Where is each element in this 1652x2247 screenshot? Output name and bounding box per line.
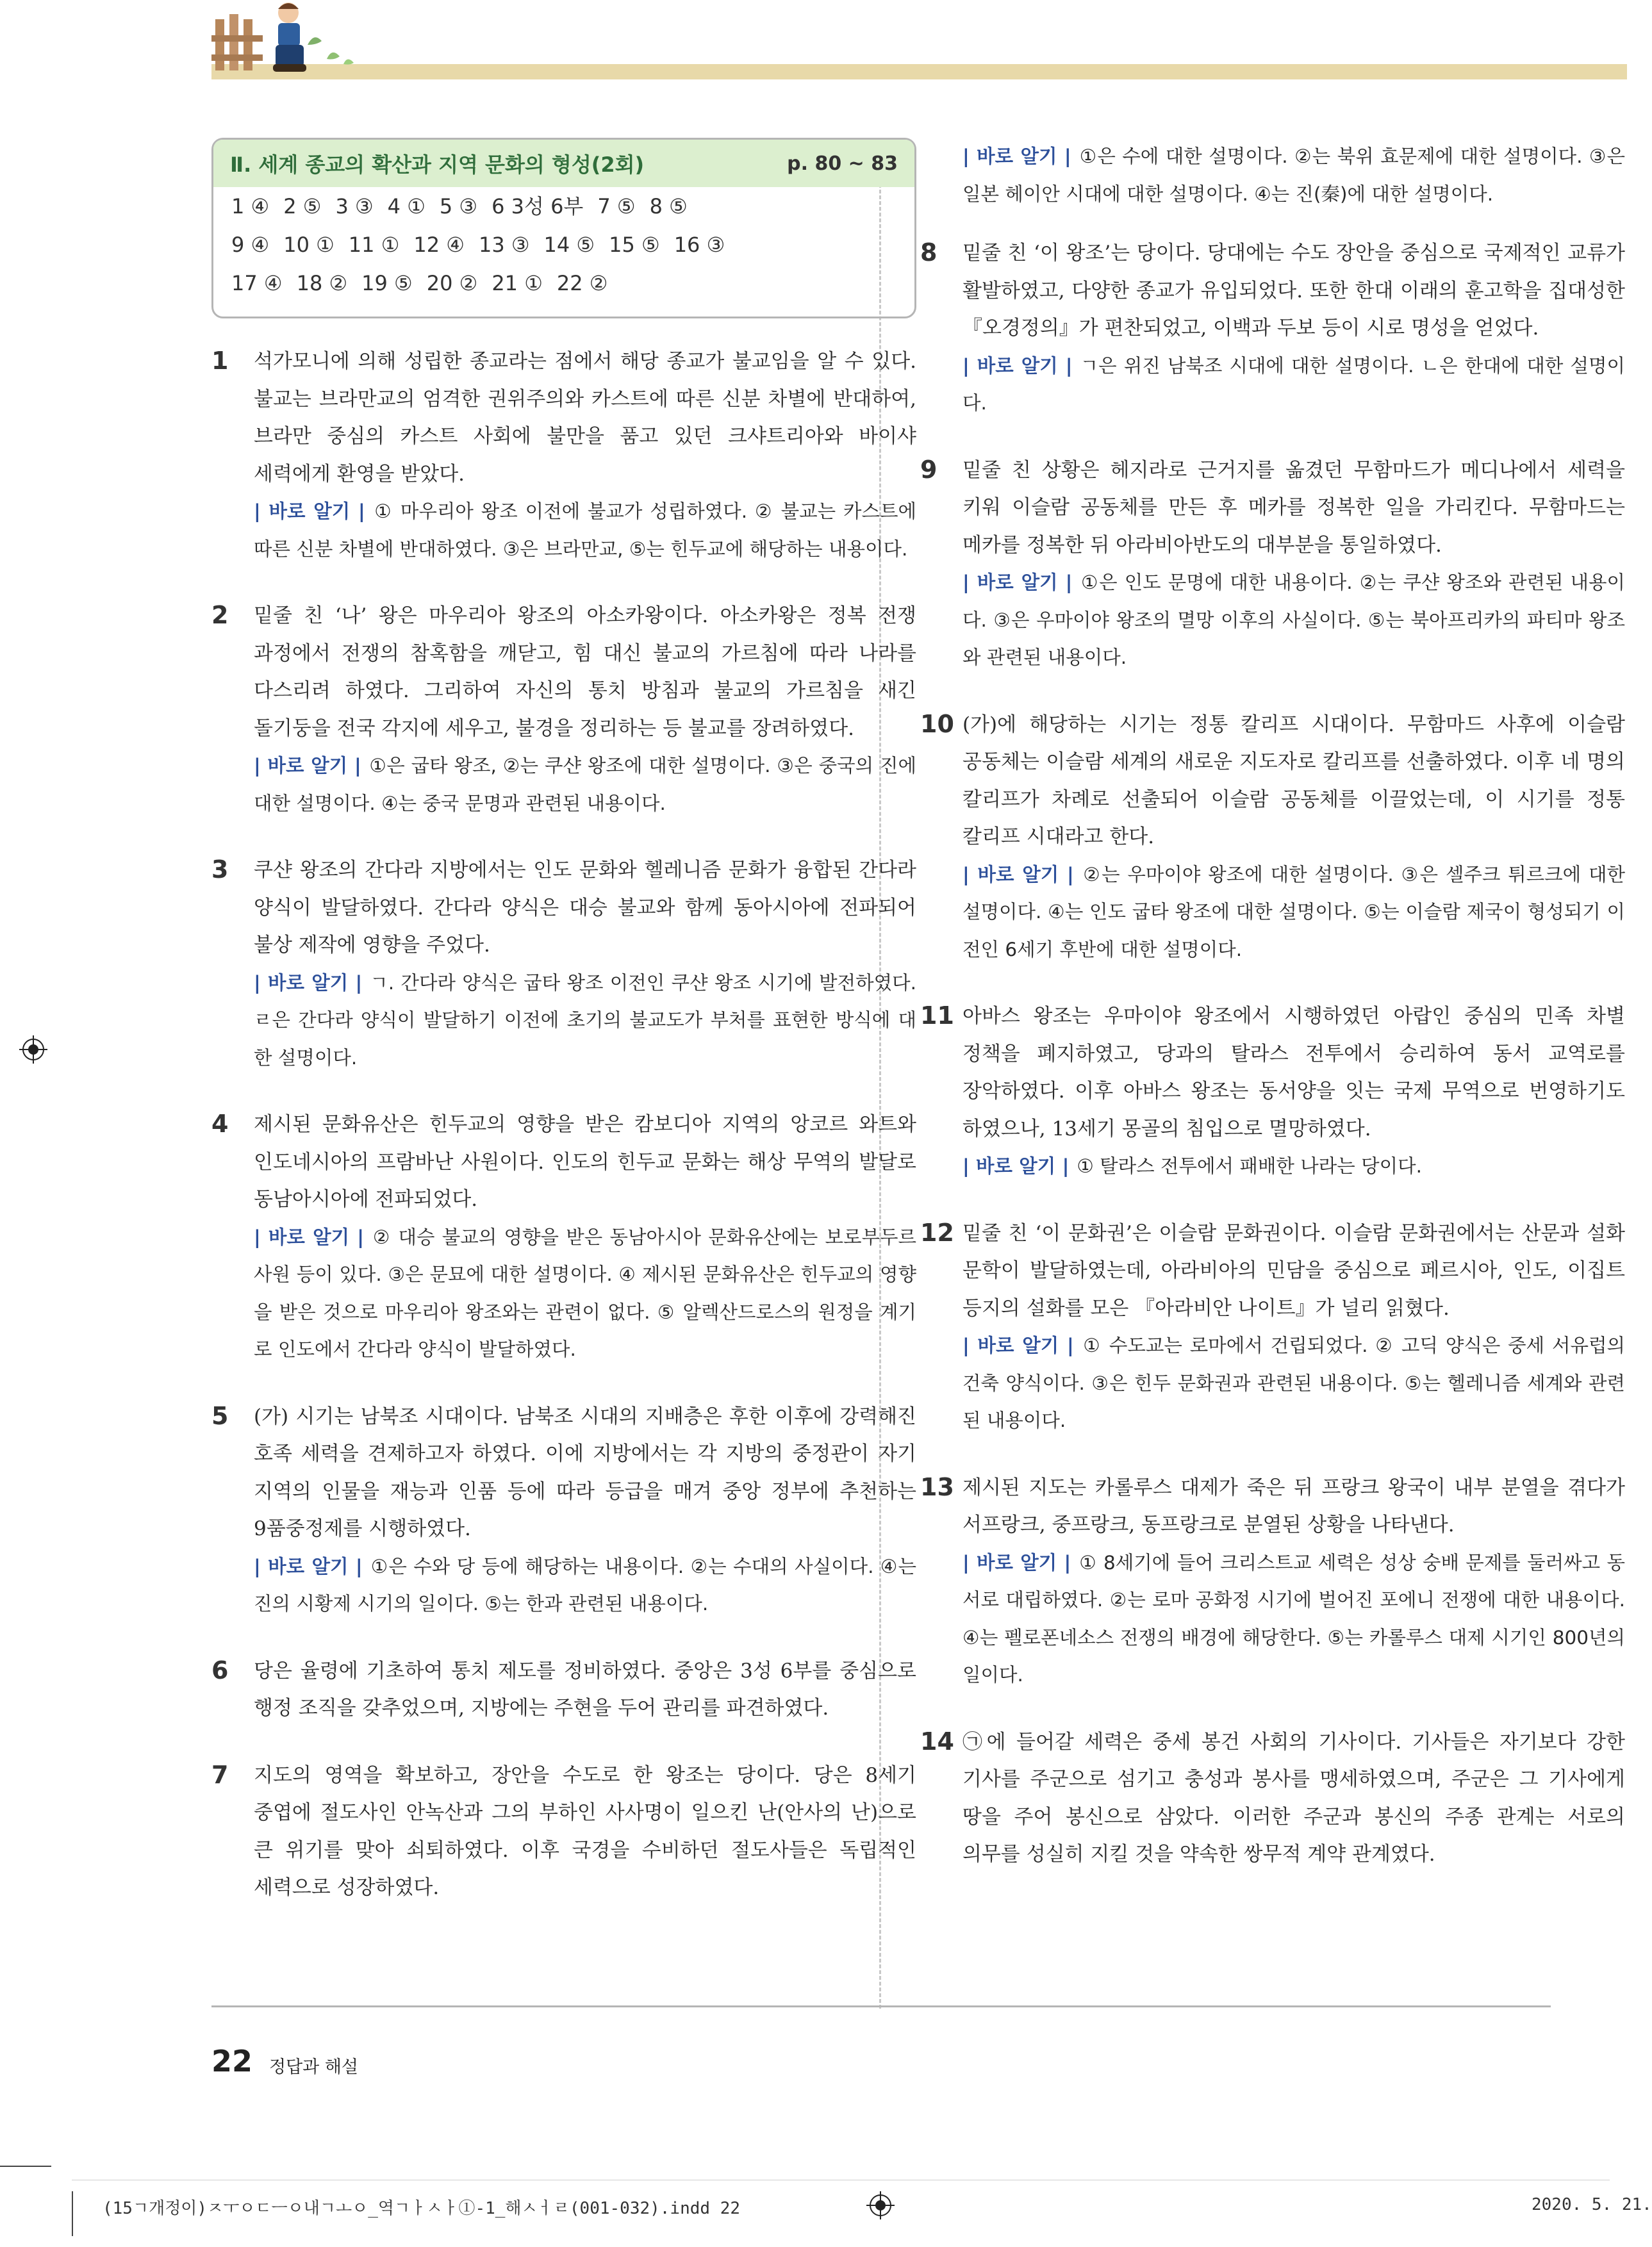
question-number: 13 [920,1472,954,1501]
answer-item: 13 ③ [478,233,530,257]
explanation-item [211,343,916,568]
correction-note [254,493,916,568]
gardener-illustration [211,0,365,80]
left-column [211,138,916,1936]
page-label: 정답과 해설 [269,2057,358,2077]
note-text: ① 8세기에 들어 크리스트교 세력은 성상 숭배 문제를 둘러싸고 동서로 대립하였다. ②는 로마 공화정 시기에 벌어진 포에니 전쟁에 대한 내용이다. ④는 펠로폰네소스 전쟁의 배경에 해당한다. ⑤는 카롤루스 대제 시기인 800년의 일이다. [962,1551,1625,1686]
registration-mark-icon [866,2191,895,2219]
note-label: | 바로 알기 | [962,572,1073,593]
question-number: 11 [920,1001,954,1030]
answer-row [213,264,914,302]
note-label: | 바로 알기 | [962,145,1071,167]
explanation-text: 제시된 지도는 카롤루스 대제가 죽은 뒤 프랑크 왕국이 내부 분열을 겪다가 서프랑크, 중프랑크, 동프랑크로 분열된 상황을 나타낸다. [962,1476,1625,1536]
explanation-text: 밑줄 친 ‘나’ 왕은 마우리아 왕조의 아소카왕이다. 아소카왕은 정복 전쟁 과정에서 전쟁의 참혹함을 깨닫고, 힘 대신 불교의 가르침에 따라 나라를 다스리려 하였다. 그리하여 자신의 통치 방침과 불교의 가르침을 새긴 돌기둥을 전국 각지에 세우고, 불경을 정리하는 등 불교를 장려하였다. [254,604,916,740]
explanation-text: 밑줄 친 ‘이 문화권’은 이슬람 문화권이다. 이슬람 문화권에서는 산문과 설화 문학이 발달하였는데, 아라비아의 민담을 중심으로 페르시아, 인도, 이집트 등지의 설화를 모은 『아라비안 나이트』가 널리 읽혔다. [962,1221,1625,1320]
answer-row [213,226,914,264]
explanation-item [920,235,1625,422]
note-label: | 바로 알기 | [962,1335,1074,1356]
answer-item: 9 ④ [231,233,270,257]
print-date: 2020. 5. 21. [1532,2195,1652,2214]
answer-row [213,187,914,226]
explanation-item [920,998,1625,1185]
note-text: ①은 수에 대한 설명이다. ②는 북위 효문제에 대한 설명이다. ③은 일본 헤이안 시대에 대한 설명이다. ④는 진(秦)에 대한 설명이다. [962,145,1625,205]
question-number: 14 [920,1727,954,1756]
answer-item: 15 ⑤ [609,233,660,257]
explanation-item [211,1398,916,1623]
note-label: | 바로 알기 | [254,755,361,777]
correction-note [962,1148,1625,1185]
correction-note [962,564,1625,677]
explanation-text: ㉠에 들어갈 세력은 중세 봉건 사회의 기사이다. 기사들은 자기보다 강한 기사를 주군으로 섬기고 충성과 봉사를 맹세하였으며, 주군은 그 기사에게 땅을 주어 봉신으로 삼았다. 이러한 주군과 봉신의 주종 관계는 서로의 의무를 성실히 지킬 것을 약속한 쌍무적 계약 관계였다. [962,1730,1625,1866]
answer-box-pages: p. 80 ~ 83 [787,152,898,175]
answer-item: 16 ③ [673,233,725,257]
answer-key-rows [213,187,914,302]
answer-item: 3 ③ [335,194,374,218]
explanation-text: 당은 율령에 기초하여 통치 제도를 정비하였다. 중앙은 3성 6부를 중심으로 행정 조직을 갖추었으며, 지방에는 주현을 두어 관리를 파견하였다. [254,1659,916,1720]
note-label: | 바로 알기 | [254,1226,365,1248]
correction-note [962,347,1625,422]
correction-note [962,1327,1625,1440]
note-label: | 바로 알기 | [962,354,1073,377]
print-file-name: (15ㄱ개정이)ㅈㅜㅇㄷㅡㅇ내ㄱㅗㅇ_역ㄱㅏㅅㅏ①-1_해ㅅㅓㄹ(001-032).indd 22 [103,2199,741,2218]
note-text: ① 탈라스 전투에서 패배한 나라는 당이다. [1077,1155,1423,1177]
explanation-text: 제시된 문화유산은 힌두교의 영향을 받은 캄보디아 지역의 앙코르 와트와 인도네시아의 프람바난 사원이다. 인도의 힌두교 문화는 해상 무역의 발달로 동남아시아에 전파되었다. [254,1113,916,1211]
question-number: 3 [211,855,229,884]
explanation-item [211,1652,916,1727]
answer-box-title: Ⅱ. 세계 종교의 확산과 지역 문화의 형성(2회) [230,152,645,177]
note-label: | 바로 알기 | [962,1155,1070,1177]
note-text: ①은 수와 당 등에 해당하는 내용이다. ②는 수대의 사실이다. ④는 진의 시황제 시기의 일이다. ⑤는 한과 관련된 내용이다. [254,1555,916,1615]
right-explanations [920,235,1625,1873]
correction-note [962,856,1625,969]
answer-item: 8 ⑤ [649,194,688,218]
note-text: ②는 우마이야 왕조에 대한 설명이다. ③은 셀주크 튀르크에 대한 설명이다. ④는 인도 굽타 왕조에 대한 설명이다. ⑤는 이슬람 제국이 형성되기 이전인 6세기 후반에 대한 설명이다. [962,863,1625,960]
answer-item: 12 ④ [413,233,465,257]
footer-rule [211,2005,1551,2007]
explanation-item [920,452,1625,677]
note-text: ① 마우리아 왕조 이전에 불교가 성립하였다. ② 불교는 카스트에 따른 신분 차별에 반대하였다. ③은 브라만교, ⑤는 힌두교에 해당하는 내용이다. [254,500,916,560]
explanation-text: 지도의 영역을 확보하고, 장안을 수도로 한 왕조는 당이다. 당은 8세기 중엽에 절도사인 안녹산과 그의 부하인 사사명이 일으킨 난(안사의 난)으로 큰 위기를 맞아 쇠퇴하였다. 이후 국경을 수비하던 절도사들은 독립적인 세력으로 성장하였다. [254,1763,916,1899]
question-number: 10 [920,709,954,738]
left-explanations [211,343,916,1907]
note-text: ① 수도교는 로마에서 건립되었다. ② 고딕 양식은 중세 서유럽의 건축 양식이다. ③은 힌두 문화권과 관련된 내용이다. ⑤는 헬레니즘 세계와 관련된 내용이다. [962,1335,1625,1431]
answer-item: 18 ② [296,271,348,295]
header-decor-bar [211,64,1627,79]
explanation-text: (가) 시기는 남북조 시대이다. 남북조 시대의 지배층은 후한 이후에 강력해진 호족 세력을 견제하고자 하였다. 이에 지방에서는 각 지방의 중정관이 자기 지역의 인물을 재능과 인품 등에 따라 등급을 매겨 중앙 정부에 추천하는 9품중정제를 시행하였다. [254,1404,916,1540]
question-number: 1 [211,347,229,375]
question-number: 12 [920,1218,954,1247]
note-text: ①은 인도 문명에 대한 내용이다. ②는 쿠샨 왕조와 관련된 내용이다. ③은 우마이야 왕조의 멸망 이후의 사실이다. ⑤는 북아프리카의 파티마 왕조와 관련된 내용이다. [962,572,1625,668]
right-column [920,138,1625,1903]
explanation-item [920,1469,1625,1694]
crop-mark-vertical [72,2191,73,2236]
answer-key-box [211,138,916,318]
answer-item: 2 ⑤ [283,194,322,218]
explanation-item [920,1215,1625,1440]
note-label: | 바로 알기 | [962,863,1074,885]
explanation-item [920,706,1625,969]
note-text: ㄱ. 간다라 양식은 굽타 왕조 이전인 쿠샨 왕조 시기에 발전하였다. ㄹ은 간다라 양식이 발달하기 이전에 초기의 불교도가 부처를 표현한 방식에 대한 설명이다. [254,971,916,1069]
question-number: 2 [211,601,229,629]
answer-box-header [213,140,914,187]
explanation-text: 석가모니에 의해 성립한 종교라는 점에서 해당 종교가 불교임을 알 수 있다. 불교는 브라만교의 엄격한 권위주의와 카스트에 따른 신분 차별에 반대하여, 브라만 중심의 카스트 사회에 불만을 품고 있던 크샤트리아와 바이샤 세력에게 환영을 받았다. [254,350,916,486]
note-label: | 바로 알기 | [254,1555,363,1577]
explanation-item [920,1724,1625,1873]
continued-note [920,138,1625,213]
explanation-text: (가)에 해당하는 시기는 정통 칼리프 시대이다. 무함마드 사후에 이슬람 공동체는 이슬람 세계의 새로운 지도자로 칼리프를 선출하였다. 이후 네 명의 칼리프가 차례로 선출되어 이슬람 공동체를 이끌었는데, 이 시기를 정통 칼리프 시대라고 한다. [962,712,1625,848]
answer-item: 5 ③ [439,194,478,218]
page-number: 22 [211,2044,253,2078]
correction-note [254,1548,916,1623]
question-number: 7 [211,1760,229,1789]
answer-item: 21 ① [491,271,543,295]
note-label: | 바로 알기 | [254,971,363,994]
answer-item: 19 ⑤ [361,271,413,295]
question-number: 9 [920,455,938,484]
answer-item: 4 ① [387,194,425,218]
question-number: 6 [211,1656,229,1684]
answer-item: 7 ⑤ [597,194,636,218]
note-text: ㄱ은 위진 남북조 시대에 대한 설명이다. ㄴ은 한대에 대한 설명이다. [962,354,1625,414]
answer-item: 11 ① [348,233,400,257]
explanation-text: 밑줄 친 ‘이 왕조’는 당이다. 당대에는 수도 장안을 중심으로 국제적인 교류가 활발하였고, 다양한 종교가 유입되었다. 또한 한대 이래의 훈고학을 집대성한 『오경정의』가 편찬되었고, 이백과 두보 등이 시로 명성을 얻었다. [962,242,1625,340]
explanation-item [211,852,916,1076]
explanation-text: 쿠샨 왕조의 간다라 지방에서는 인도 문화와 헬레니즘 문화가 융합된 간다라 양식이 발달하였다. 간다라 양식은 대승 불교와 함께 동아시아에 전파되어 불상 제작에 영향을 주었다. [254,859,916,957]
correction-note [254,747,916,822]
answer-item: 1 ④ [231,194,270,218]
explanation-text: 아바스 왕조는 우마이야 왕조에서 시행하였던 아랍인 중심의 민족 차별 정책을 폐지하였고, 당과의 탈라스 전투에서 승리하여 동서 교역로를 장악하였다. 이후 아바스 왕조는 동서양을 잇는 국제 무역으로 번영하기도 하였으나, 13세기 몽골의 침입으로 멸망하였다. [962,1005,1625,1140]
answer-item: 17 ④ [231,271,283,295]
explanation-item [211,597,916,822]
answer-item: 6 3성 6부 [491,194,584,218]
explanation-text: 밑줄 친 상황은 헤지라로 근거지를 옮겼던 무함마드가 메디나에서 세력을 키워 이슬람 공동체를 만든 후 메카를 정복한 일을 가리킨다. 무함마드는 메카를 정복한 뒤 아라비아반도의 대부분을 통일하였다. [962,458,1625,557]
note-label: | 바로 알기 | [254,500,365,522]
correction-note [254,1219,916,1369]
question-number: 8 [920,238,938,267]
question-number: 5 [211,1401,229,1430]
explanation-item [211,1106,916,1369]
note-label: | 바로 알기 | [962,1551,1071,1574]
crop-mark-horizontal [0,2166,51,2167]
registration-mark-icon [19,1035,47,1064]
explanation-item [211,1757,916,1907]
answer-item: 14 ⑤ [543,233,595,257]
answer-item: 10 ① [283,233,335,257]
note-text: ①은 굽타 왕조, ②는 쿠샨 왕조에 대한 설명이다. ③은 중국의 진에 대한 설명이다. ④는 중국 문명과 관련된 내용이다. [254,755,916,814]
answer-item: 22 ② [556,271,608,295]
correction-note [962,1544,1625,1694]
question-number: 4 [211,1110,229,1138]
answer-item: 20 ② [426,271,478,295]
note-text: ② 대승 불교의 영향을 받은 동남아시아 문화유산에는 보로부두르 사원 등이 있다. ③은 문묘에 대한 설명이다. ④ 제시된 문화유산은 힌두교의 영향을 받은 것으로 마우리아 왕조와는 관련이 없다. ⑤ 알렉산드로스의 원정을 계기로 인도에서 간다라 양식이 발달하였다. [254,1226,916,1360]
correction-note [254,964,916,1077]
